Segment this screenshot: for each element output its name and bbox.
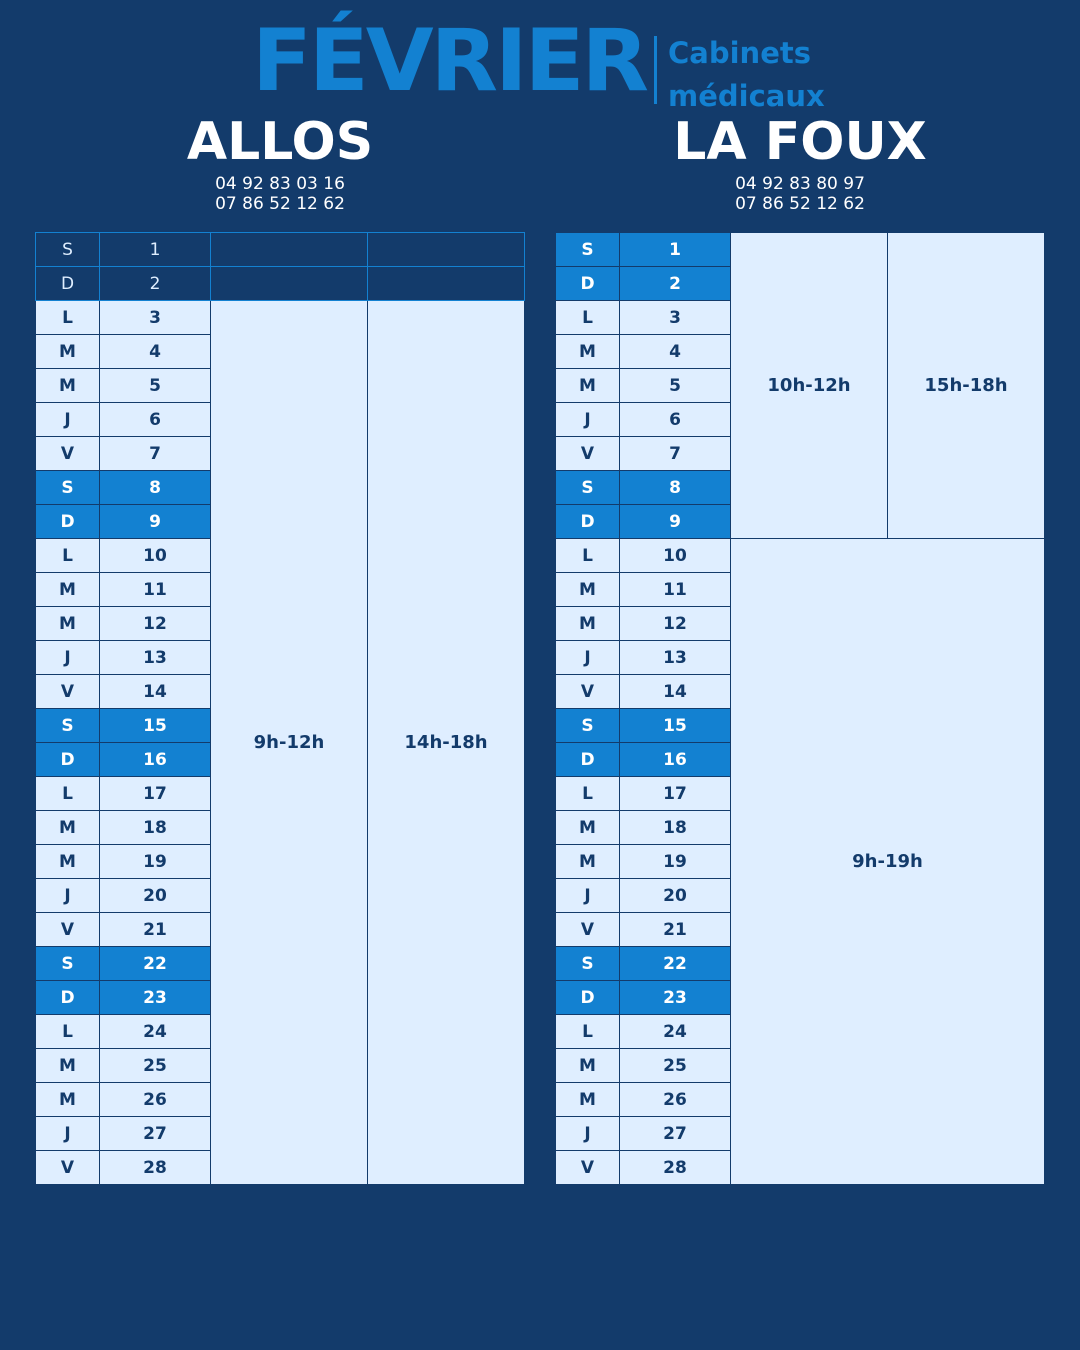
day-number: 27 (620, 1117, 731, 1151)
empty-cell (211, 233, 368, 267)
day-letter: L (36, 301, 100, 335)
day-letter: J (36, 641, 100, 675)
subtitle (668, 32, 825, 118)
empty-cell (368, 233, 525, 267)
day-number: 27 (100, 1117, 211, 1151)
day-letter: J (556, 403, 620, 437)
day-letter: M (556, 369, 620, 403)
day-letter: D (556, 267, 620, 301)
day-number: 16 (620, 743, 731, 777)
day-number: 21 (100, 913, 211, 947)
day-number: 17 (620, 777, 731, 811)
day-number: 13 (620, 641, 731, 675)
day-number: 25 (100, 1049, 211, 1083)
day-letter: J (36, 403, 100, 437)
day-letter: D (36, 981, 100, 1015)
day-letter: S (556, 233, 620, 267)
day-letter: D (556, 981, 620, 1015)
day-letter: S (36, 947, 100, 981)
lafoux-morning-hours: 10h-12h (731, 233, 888, 539)
allos-title: ALLOS (186, 112, 374, 172)
day-letter: V (36, 675, 100, 709)
day-number: 18 (620, 811, 731, 845)
day-letter: S (556, 947, 620, 981)
day-number: 5 (620, 369, 731, 403)
day-number: 15 (100, 709, 211, 743)
day-number: 2 (620, 267, 731, 301)
day-letter: S (36, 709, 100, 743)
day-letter: D (36, 505, 100, 539)
day-letter: V (556, 913, 620, 947)
day-number: 13 (100, 641, 211, 675)
day-letter: M (36, 811, 100, 845)
allos-afternoon-hours: 14h-18h (368, 301, 525, 1185)
day-letter: M (556, 573, 620, 607)
day-letter: S (556, 471, 620, 505)
day-letter: V (556, 675, 620, 709)
day-letter: M (556, 335, 620, 369)
day-letter: M (36, 1083, 100, 1117)
lafoux-title: LA FOUX (673, 112, 927, 172)
day-number: 8 (100, 471, 211, 505)
lafoux-phone-2: 07 86 52 12 62 (735, 194, 865, 214)
title-divider (654, 36, 657, 104)
day-letter: L (556, 301, 620, 335)
day-number: 9 (620, 505, 731, 539)
table-row (36, 301, 525, 335)
day-number: 1 (100, 233, 211, 267)
day-number: 26 (100, 1083, 211, 1117)
day-letter: V (556, 1151, 620, 1185)
day-number: 28 (620, 1151, 731, 1185)
day-letter: V (36, 913, 100, 947)
day-number: 3 (100, 301, 211, 335)
day-letter: S (36, 233, 100, 267)
day-number: 25 (620, 1049, 731, 1083)
day-number: 11 (100, 573, 211, 607)
day-number: 28 (100, 1151, 211, 1185)
day-number: 17 (100, 777, 211, 811)
day-letter: M (36, 845, 100, 879)
day-letter: L (556, 539, 620, 573)
day-number: 26 (620, 1083, 731, 1117)
day-letter: M (36, 335, 100, 369)
day-letter: J (36, 1117, 100, 1151)
subtitle-line-1: Cabinets (668, 36, 811, 70)
page-header (0, 0, 1080, 230)
day-number: 23 (620, 981, 731, 1015)
allos-phone-1: 04 92 83 03 16 (215, 174, 345, 194)
table-row (36, 233, 525, 267)
day-number: 5 (100, 369, 211, 403)
lafoux-afternoon-hours: 15h-18h (888, 233, 1045, 539)
day-number: 15 (620, 709, 731, 743)
day-number: 12 (620, 607, 731, 641)
day-letter: M (36, 607, 100, 641)
day-letter: L (36, 539, 100, 573)
allos-phones (30, 174, 530, 214)
day-number: 19 (620, 845, 731, 879)
day-letter: J (556, 641, 620, 675)
allos-morning-hours: 9h-12h (211, 301, 368, 1185)
day-letter: M (36, 369, 100, 403)
day-letter: V (556, 437, 620, 471)
day-number: 20 (620, 879, 731, 913)
day-letter: L (36, 777, 100, 811)
day-number: 14 (620, 675, 731, 709)
day-number: 7 (620, 437, 731, 471)
day-number: 24 (100, 1015, 211, 1049)
day-number: 18 (100, 811, 211, 845)
day-letter: M (36, 1049, 100, 1083)
day-number: 10 (620, 539, 731, 573)
day-number: 21 (620, 913, 731, 947)
allos-schedule-table (35, 232, 525, 1185)
day-letter: M (556, 1049, 620, 1083)
day-number: 4 (620, 335, 731, 369)
table-row (556, 539, 1045, 573)
day-letter: M (556, 845, 620, 879)
day-number: 1 (620, 233, 731, 267)
day-letter: J (556, 1117, 620, 1151)
empty-cell (368, 267, 525, 301)
day-letter: M (556, 607, 620, 641)
day-number: 22 (100, 947, 211, 981)
day-number: 12 (100, 607, 211, 641)
allos-phone-2: 07 86 52 12 62 (215, 194, 345, 214)
day-number: 23 (100, 981, 211, 1015)
day-number: 9 (100, 505, 211, 539)
day-letter: S (556, 709, 620, 743)
day-letter: L (556, 777, 620, 811)
day-number: 8 (620, 471, 731, 505)
day-letter: S (36, 471, 100, 505)
lafoux-allday-hours: 9h-19h (731, 539, 1045, 1185)
lafoux-phones (550, 174, 1050, 214)
day-letter: L (36, 1015, 100, 1049)
day-letter: D (36, 743, 100, 777)
day-number: 24 (620, 1015, 731, 1049)
table-row (556, 233, 1045, 267)
table-row (36, 267, 525, 301)
day-letter: D (36, 267, 100, 301)
day-number: 3 (620, 301, 731, 335)
day-number: 16 (100, 743, 211, 777)
day-letter: V (36, 437, 100, 471)
day-number: 7 (100, 437, 211, 471)
empty-cell (211, 267, 368, 301)
day-number: 19 (100, 845, 211, 879)
day-number: 11 (620, 573, 731, 607)
day-letter: J (36, 879, 100, 913)
day-letter: V (36, 1151, 100, 1185)
day-letter: M (556, 811, 620, 845)
day-number: 2 (100, 267, 211, 301)
day-number: 20 (100, 879, 211, 913)
day-number: 6 (620, 403, 731, 437)
day-number: 4 (100, 335, 211, 369)
lafoux-phone-1: 04 92 83 80 97 (735, 174, 865, 194)
day-letter: J (556, 879, 620, 913)
day-letter: M (556, 1083, 620, 1117)
day-letter: D (556, 505, 620, 539)
day-letter: L (556, 1015, 620, 1049)
day-number: 10 (100, 539, 211, 573)
day-number: 22 (620, 947, 731, 981)
day-letter: D (556, 743, 620, 777)
month-title: FÉVRIER (252, 11, 646, 111)
day-number: 14 (100, 675, 211, 709)
lafoux-schedule-table (555, 232, 1045, 1185)
subtitle-line-2: médicaux (668, 79, 825, 113)
day-letter: M (36, 573, 100, 607)
day-number: 6 (100, 403, 211, 437)
